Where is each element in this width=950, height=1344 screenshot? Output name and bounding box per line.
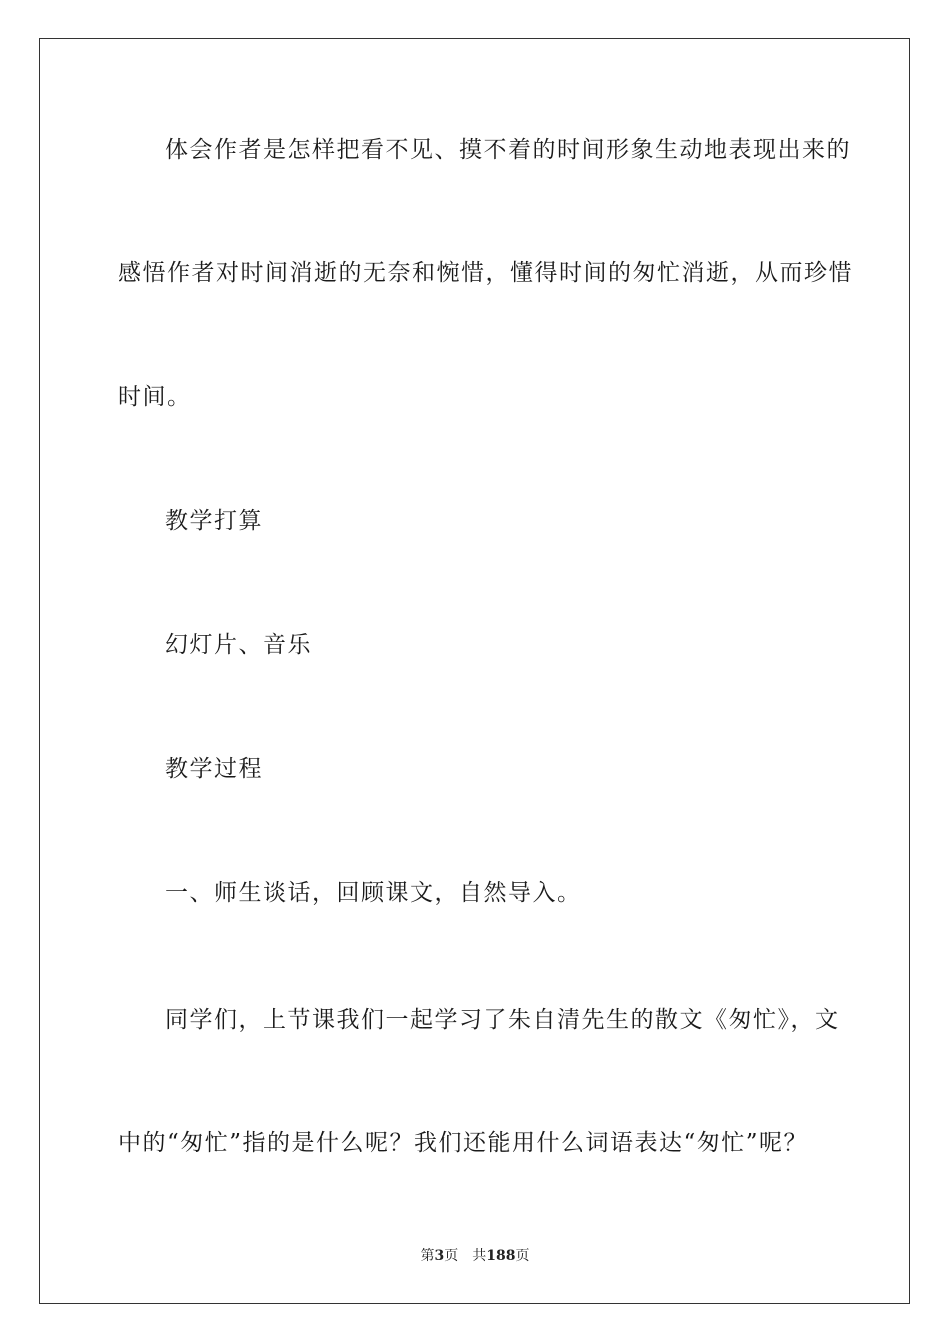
page-border xyxy=(39,38,910,1304)
footer-page-suffix: 页 xyxy=(444,1248,459,1264)
text-line-8: 同学们，上节课我们一起学习了朱自清先生的散文《匆忙》，文 xyxy=(165,1007,840,1033)
text-line-7: 一、师生谈话，回顾课文，自然导入。 xyxy=(165,880,582,906)
footer-total-prefix: 共 xyxy=(472,1248,487,1264)
footer-page-number: 3 xyxy=(434,1248,445,1264)
text-line-2: 感悟作者对时间消逝的无奈和惋惜，懂得时间的匆忙消逝，从而珍惜 xyxy=(118,260,853,286)
text-line-6: 教学过程 xyxy=(165,756,263,782)
text-line-3: 时间。 xyxy=(118,384,192,410)
text-line-9: 中的“匆忙”指的是什么呢？我们还能用什么词语表达“匆忙”呢？ xyxy=(118,1130,809,1156)
text-line-5: 幻灯片、音乐 xyxy=(165,632,312,658)
page-footer xyxy=(0,1245,950,1265)
text-line-1: 体会作者是怎样把看不见、摸不着的时间形象生动地表现出来的 xyxy=(165,137,851,163)
text-line-4: 教学打算 xyxy=(165,508,263,534)
footer-total-suffix: 页 xyxy=(515,1248,530,1264)
footer-prefix: 第 xyxy=(420,1248,435,1264)
footer-total-pages: 188 xyxy=(486,1248,516,1264)
